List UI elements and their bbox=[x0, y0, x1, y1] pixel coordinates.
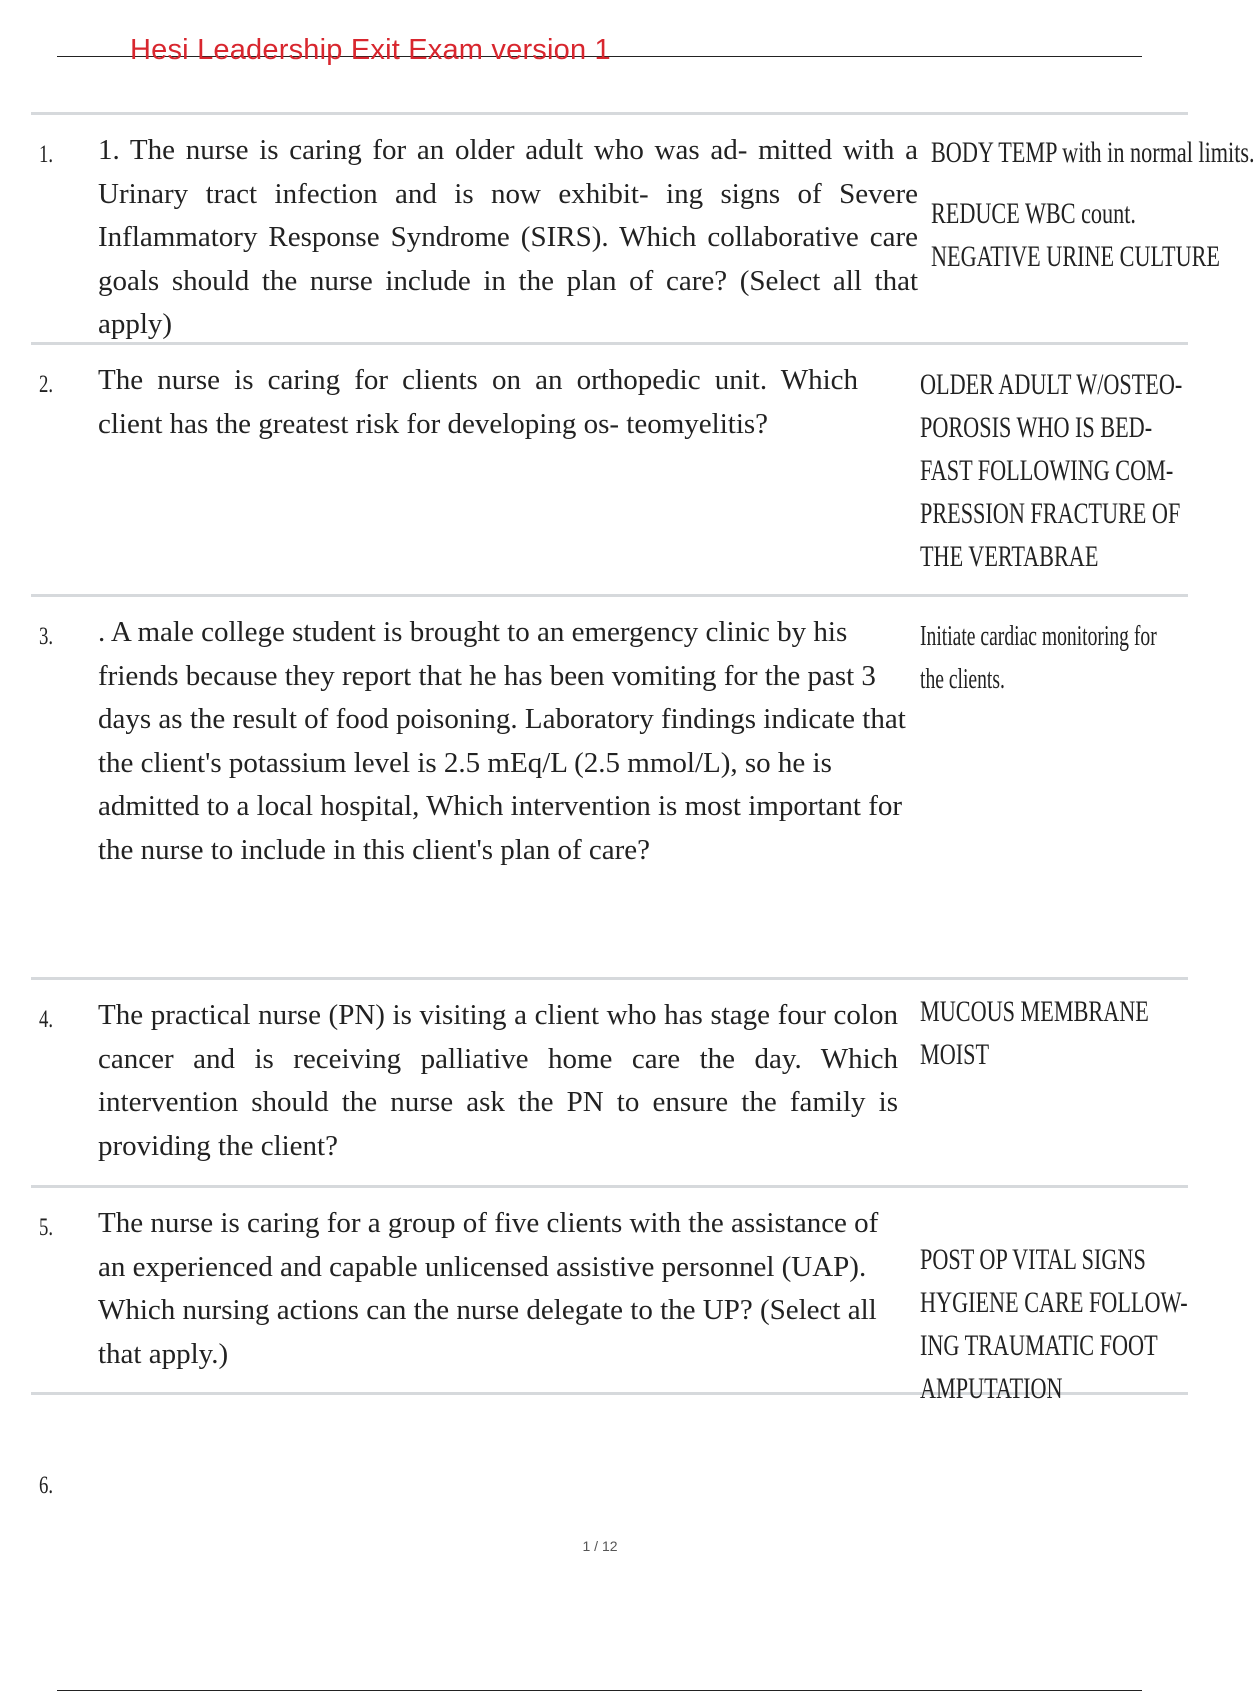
answer-text bbox=[920, 615, 1172, 701]
question-row-5 bbox=[31, 1185, 1188, 1405]
answer-line: POST OP VITAL SIGNS bbox=[920, 1243, 1146, 1276]
answer-text bbox=[920, 990, 1186, 1076]
question-number: 4. bbox=[39, 1006, 54, 1033]
question-row-2 bbox=[31, 342, 1188, 594]
question-number: 2. bbox=[39, 371, 54, 398]
question-row-4 bbox=[31, 977, 1188, 1185]
question-number: 1. bbox=[39, 141, 54, 168]
question-number: 5. bbox=[39, 1214, 54, 1241]
answer-line: the clients. bbox=[920, 664, 1005, 695]
answer-text bbox=[931, 136, 1255, 278]
question-number-6: 6. bbox=[39, 1472, 54, 1499]
answer-text bbox=[920, 1238, 1188, 1405]
answer-line: AMPUTATION bbox=[920, 1372, 1063, 1405]
answer-line: THE VERTABRAE bbox=[920, 540, 1099, 573]
question-row-1 bbox=[31, 112, 1255, 342]
answer-text bbox=[920, 363, 1186, 578]
bottom-rule bbox=[57, 1690, 1142, 1691]
question-text: . A male college student is brought to an emergency clinic by his friends because they report that he has been vomiting for the past 3 days as the result of food poisoning. Laboratory findings indicate that the client's potassium level is 2.5 mEq/L (2.5 mmol/L), so he is admitted to a local hospital, Which intervention is most important for the nurse to include in this client's plan of care? bbox=[98, 616, 906, 866]
answer-line: REDUCE WBC count. bbox=[931, 197, 1136, 230]
answer-line: NEGATIVE URINE CULTURE bbox=[931, 240, 1220, 273]
document-title: Hesi Leadership Exit Exam version 1 bbox=[130, 34, 611, 66]
question-text: The nurse is caring for a group of five clients with the assistance of an experienced and capable unlicensed assistive personnel (UAP). Which nursing actions can the nurse delegate to the UP? (Select all that apply.) bbox=[98, 1207, 879, 1370]
answer-line: POROSIS WHO IS BED- bbox=[920, 411, 1153, 444]
question-text: The nurse is caring for clients on an orthopedic unit. Which client has the greatest risk for developing os- teomyelitis? bbox=[98, 364, 858, 440]
question-row-3 bbox=[31, 594, 1188, 977]
answer-line: BODY TEMP with in normal limits. bbox=[931, 136, 1255, 169]
question-number: 3. bbox=[39, 623, 54, 650]
answer-line: PRESSION FRACTURE OF bbox=[920, 497, 1181, 530]
question-text: The practical nurse (PN) is visiting a client who has stage four colon cancer and is receiving palliative home care the day. Which intervention should the nurse ask the PN to ensure the family is providing the client? bbox=[98, 999, 898, 1162]
answer-line: OLDER ADULT W/OSTEO- bbox=[920, 368, 1183, 401]
question-text: 1. The nurse is caring for an older adult who was ad- mitted with a Urinary tract infection and is now exhibit- ing signs of Severe Inflammatory Response Syndrome (SIRS). Which collaborative care goals should the nurse include in the plan of care? (Select all that apply) bbox=[98, 134, 918, 340]
answer-line: MUCOUS MEMBRANE bbox=[920, 995, 1149, 1028]
answer-line: FAST FOLLOWING COM- bbox=[920, 454, 1174, 487]
answer-line: ING TRAUMATIC FOOT bbox=[920, 1329, 1158, 1362]
page-indicator: 1 / 12 bbox=[582, 1538, 618, 1554]
question-answer-list bbox=[31, 112, 1255, 1405]
answer-line: Initiate cardiac monitoring for bbox=[920, 621, 1157, 652]
answer-line: HYGIENE CARE FOLLOW- bbox=[920, 1286, 1188, 1319]
answer-line: MOIST bbox=[920, 1038, 990, 1071]
